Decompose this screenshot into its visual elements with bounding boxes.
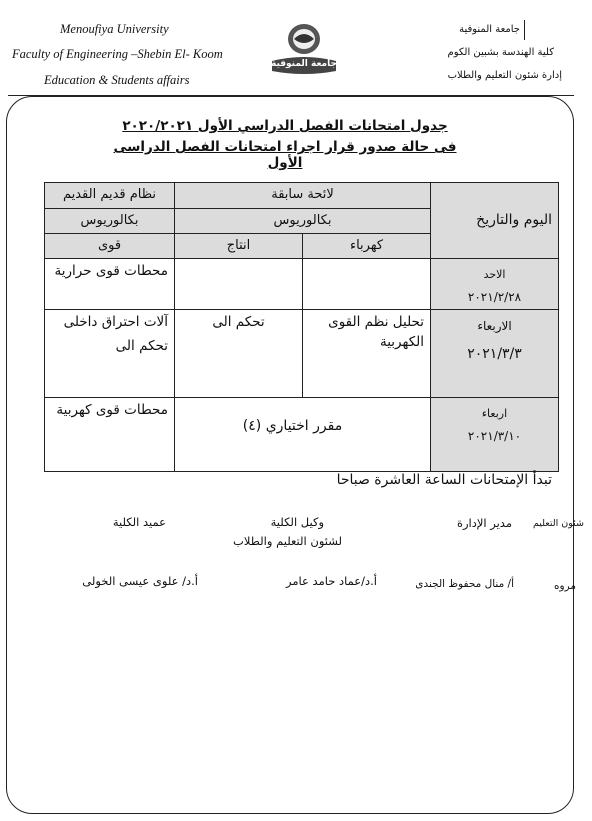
affairs-name-en: Education & Students affairs (44, 73, 190, 87)
affairs-name: مروه (554, 580, 576, 592)
university-name-en: Menoufiya University (60, 22, 169, 36)
production-exam-cell (175, 259, 303, 310)
university-logo (264, 17, 344, 79)
dept-production-header: انتاج (175, 234, 303, 259)
exam-start-note: تبدأ الإمتحانات الساعة العاشرة صباحا (336, 472, 552, 488)
table-row (45, 259, 559, 310)
header-cursor-line (524, 20, 525, 40)
day-name: الاحد (483, 268, 506, 281)
page-subtitle: فى حالة صدور قرار اجراء امتحانات الفصل الدراسى الأول (113, 139, 457, 171)
dept-power-header: قوى (45, 234, 175, 259)
faculty-name-ar: كلية الهندسة بشبين الكوم (447, 47, 554, 58)
university-name-ar: جامعة المنوفية (459, 24, 520, 35)
table-row (45, 310, 559, 398)
affairs-title: شئون التعليم (532, 518, 584, 529)
day-name: الاربعاء (477, 319, 512, 333)
power-exam-2: تحكم الى (115, 338, 168, 354)
day-name: اربعاء (481, 407, 508, 420)
exam-date: ٢٠٢١/٢/٢٨ (467, 290, 522, 304)
exam-schedule-table (44, 182, 559, 472)
dean-name: أ.د/ علوى عيسى الخولى (82, 574, 198, 588)
previous-regulation-header: لائحة سابقة (175, 183, 431, 209)
affairs-name-ar: إدارة شئون التعليم والطلاب (447, 70, 562, 81)
vice-dean-title: وكيل الكلية (270, 515, 324, 529)
day-date-header: اليوم والتاريخ (431, 183, 559, 259)
faculty-name-en: Faculty of Engineering –Shebin El- Koom (12, 47, 223, 61)
logo-text: جامعة المنوفية (271, 59, 337, 69)
old-system-header: نظام قديم القديم (45, 183, 175, 209)
vice-dean-name: أ.د/عماد حامد عامر (286, 574, 377, 588)
power-exam-cell: محطات قوى حرارية (45, 259, 175, 310)
logo-emblem-icon (264, 17, 344, 79)
power-exam-cell (45, 310, 175, 398)
bachelor-old-header: بكالوريوس (45, 209, 175, 234)
page-title: جدول امتحانات الفصل الدراسي الأول ٢٠٢٠/٢٠٢١ (122, 118, 448, 134)
elective-exam-cell: مقرر اختياري (٤) (175, 398, 431, 472)
electric-exam-cell: تحليل نظم القوى الكهربية (303, 310, 431, 398)
day-cell (431, 259, 559, 310)
power-exam-1: آلات احتراق داخلى (63, 314, 168, 330)
director-name: أ/ منال محفوظ الجندى (415, 578, 514, 590)
exam-date: ٢٠٢١/٣/٣ (467, 346, 522, 362)
director-title: مدير الإدارة (456, 516, 512, 530)
day-cell (431, 398, 559, 472)
exam-date: ٢٠٢١/٣/١٠ (467, 429, 522, 443)
vice-dean-title-2: لشئون التعليم والطلاب (233, 534, 342, 548)
power-exam-cell: محطات قوى كهربية (45, 398, 175, 472)
bachelor-prev-header: بكالوريوس (175, 209, 431, 234)
production-exam-cell: تحكم الى (175, 310, 303, 398)
dean-title: عميد الكلية (112, 515, 166, 529)
dept-electric-header: كهرباء (303, 234, 431, 259)
table-row (45, 398, 559, 472)
day-cell (431, 310, 559, 398)
electric-exam-cell (303, 259, 431, 310)
